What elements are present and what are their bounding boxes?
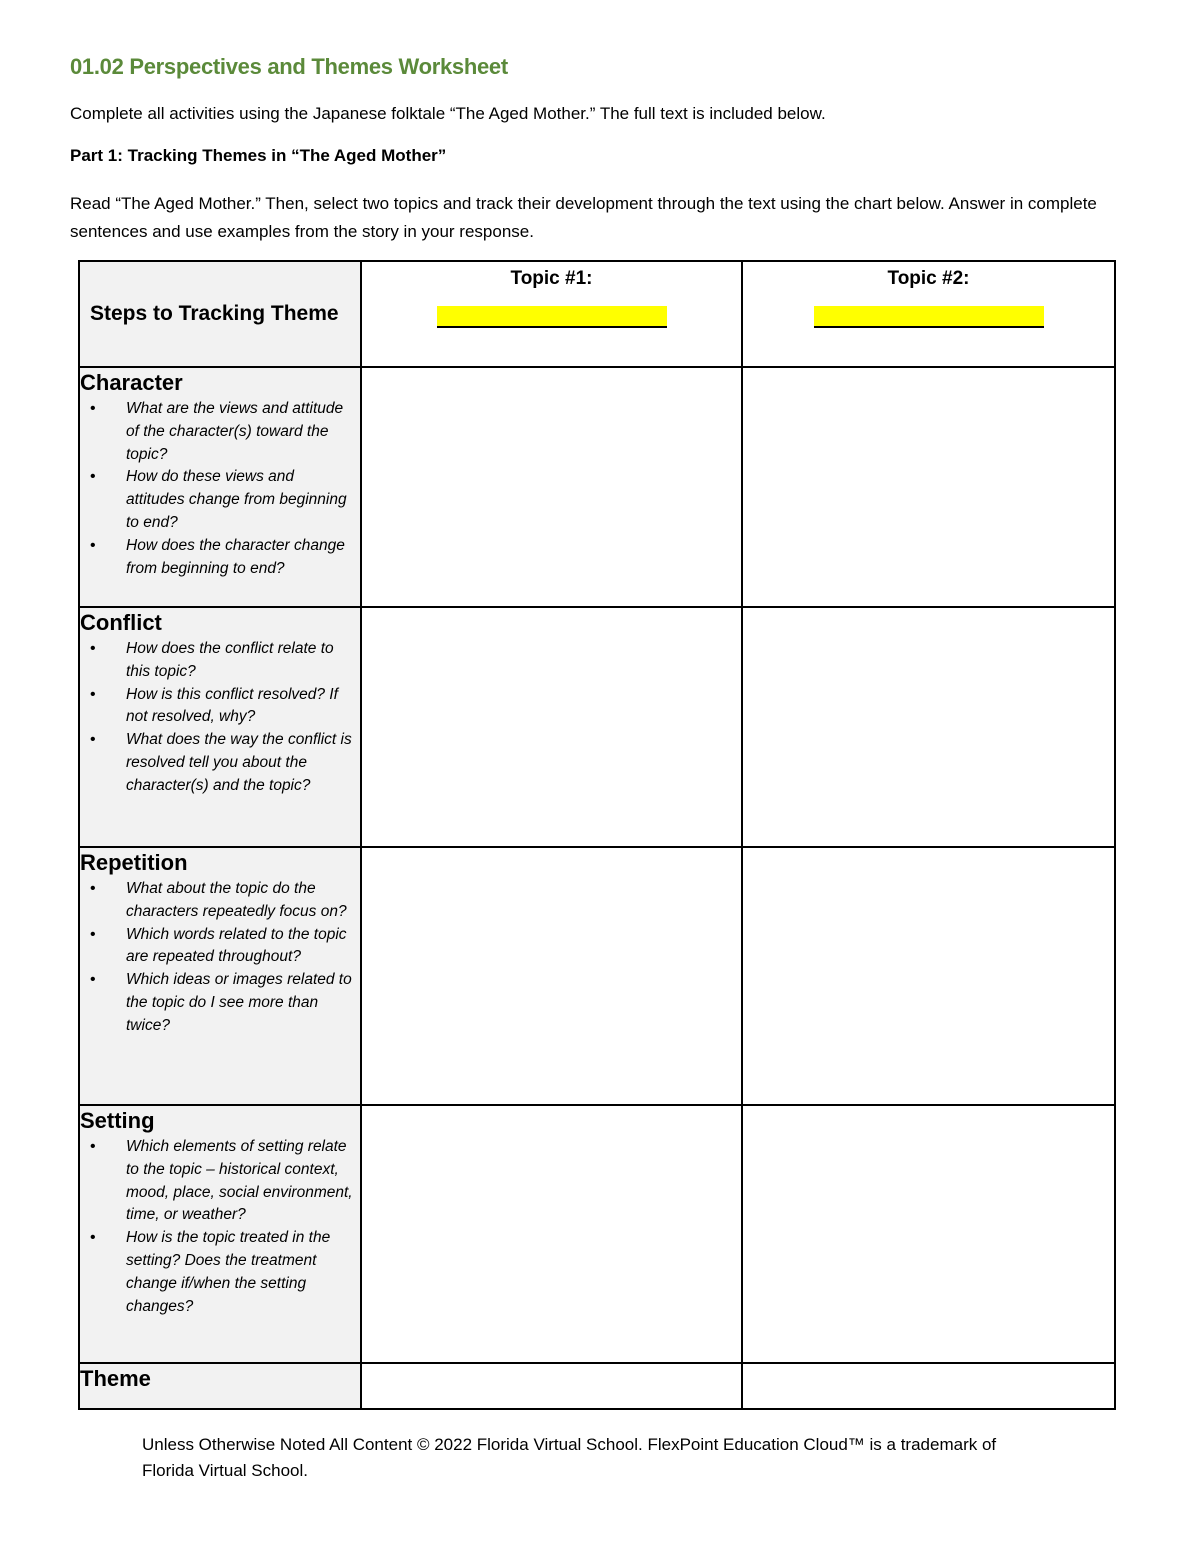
question-item: • What are the views and attitude of the character(s) toward the topic? <box>126 398 360 466</box>
topic-2-header-cell <box>742 261 1115 367</box>
step-title: Repetition <box>80 850 188 875</box>
step-title: Character <box>80 370 183 395</box>
question-item: • Which ideas or images related to the topic do I see more than twice? <box>126 969 360 1037</box>
answer-cell-topic-2[interactable] <box>742 607 1115 847</box>
answer-cell-topic-2[interactable] <box>742 367 1115 607</box>
topic-1-header-cell <box>361 261 742 367</box>
question-list <box>80 638 360 798</box>
step-cell-setting <box>79 1105 361 1363</box>
table-row-conflict <box>79 607 1115 847</box>
theme-tracking-table <box>78 260 1116 1410</box>
question-list <box>80 1136 360 1318</box>
instructions-text: Read “The Aged Mother.” Then, select two topics and track their development through the text using the chart below. Answer in complete sentences and use examples from the story in your response. <box>70 194 1097 241</box>
topic-2-blank[interactable] <box>814 306 1044 328</box>
answer-cell-topic-1[interactable] <box>361 607 742 847</box>
question-item: • How is this conflict resolved? If not resolved, why? <box>126 684 360 730</box>
table-row-theme <box>79 1363 1115 1409</box>
question-item: • What about the topic do the characters repeatedly focus on? <box>126 878 360 924</box>
step-title: Theme <box>80 1366 151 1391</box>
question-item: • Which elements of setting relate to the topic – historical context, mood, place, social environment, time, or weather? <box>126 1136 360 1227</box>
answer-cell-topic-2[interactable] <box>742 1363 1115 1409</box>
question-item: • How does the conflict relate to this topic? <box>126 638 360 684</box>
question-item: • What does the way the conflict is resolved tell you about the character(s) and the topic? <box>126 729 360 797</box>
topic-1-blank[interactable] <box>437 306 667 328</box>
step-title: Conflict <box>80 610 162 635</box>
question-item: • How is the topic treated in the setting? Does the treatment change if/when the setting changes? <box>126 1227 360 1318</box>
question-list <box>80 878 360 1038</box>
step-cell-conflict <box>79 607 361 847</box>
step-cell-theme <box>79 1363 361 1409</box>
table-row-setting <box>79 1105 1115 1363</box>
question-item: • How do these views and attitudes change from beginning to end? <box>126 466 360 534</box>
table-row-character <box>79 367 1115 607</box>
page-title: 01.02 Perspectives and Themes Worksheet <box>70 54 508 79</box>
step-title: Setting <box>80 1108 155 1133</box>
steps-header-cell: Steps to Tracking Theme <box>79 261 361 367</box>
topic-2-label: Topic #2: <box>887 268 970 289</box>
answer-cell-topic-1[interactable] <box>361 1363 742 1409</box>
topic-1-label: Topic #1: <box>510 268 593 289</box>
answer-cell-topic-1[interactable] <box>361 1105 742 1363</box>
question-item: • How does the character change from beginning to end? <box>126 535 360 581</box>
question-item: • Which words related to the topic are repeated throughout? <box>126 924 360 970</box>
step-cell-repetition <box>79 847 361 1105</box>
table-row-repetition <box>79 847 1115 1105</box>
answer-cell-topic-2[interactable] <box>742 1105 1115 1363</box>
answer-cell-topic-1[interactable] <box>361 847 742 1105</box>
intro-text: Complete all activities using the Japanese folktale “The Aged Mother.” The full text is included below. <box>70 104 826 123</box>
question-list <box>80 398 360 580</box>
step-cell-character <box>79 367 361 607</box>
table-header-row <box>79 261 1115 367</box>
footer-copyright: Unless Otherwise Noted All Content © 2022 Florida Virtual School. FlexPoint Education Cloud™ is a trademark of Florida Virtual School. <box>142 1435 997 1480</box>
answer-cell-topic-2[interactable] <box>742 847 1115 1105</box>
answer-cell-topic-1[interactable] <box>361 367 742 607</box>
part-heading: Part 1: Tracking Themes in “The Aged Mother” <box>70 146 447 165</box>
